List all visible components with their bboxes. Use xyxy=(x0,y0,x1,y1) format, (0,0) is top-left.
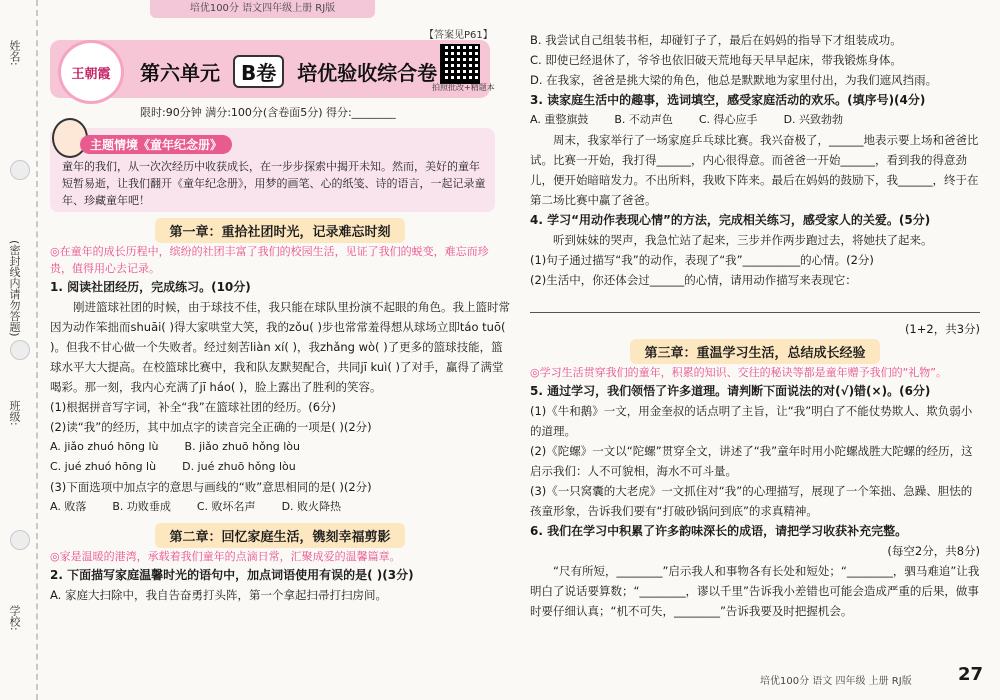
question-6 xyxy=(530,521,980,541)
exam-meta: 限时:90分钟 满分:100分(含卷面5分) 得分:________ xyxy=(140,106,396,119)
q6-text: “尺有所短，________”启示我人和事物各有长处和短处；“________，驷马难追”让我明白了说话要算数；“________，谬以千里”告诉我小差错也可能会造成严重的后果，做事时要仔细认真；“机不可失，________”告诉我要及时把握机会。 xyxy=(530,564,980,618)
right-column xyxy=(530,30,980,621)
passage: 刚进篮球社团的时候，由于球技不佳，我只能在球队里扮演不起眼的角色。我上篮时常因为动作笨拙而shuāi( )得大家哄堂大笑，我的zǒu( )步也常常羞得想从球场立即táo tuō( )。但我不甘心做一个失败者。经过刻苦liàn xí( )，我zhǎng wò( )了更多的篮球技能，篮球水平大大提高。在校篮球比赛中，我和队友默契配合，共同jī kuì( )了对手，赢得了满堂喝彩。那一刻，我内心充满了jī háo( )，脸上露出了胜利的笑容。 xyxy=(50,300,510,394)
theme-label: 主题情境《童年纪念册》 xyxy=(80,135,232,154)
q2-option-b[interactable]: B. 我尝试自己组装书柜，却碰钉子了，最后在妈妈的指导下才组装成功。 xyxy=(530,33,902,47)
footer-text: 培优100分 语文 四年级 上册 RJ版 xyxy=(760,676,912,687)
binding-hole xyxy=(10,340,30,360)
sub3-options xyxy=(50,497,510,517)
option-d[interactable]: D. jué zhuō hǒng lòu xyxy=(182,460,296,473)
binding-hole xyxy=(10,160,30,180)
q4-sub2: (2)生活中，你还体会过______的心情，请用动作描写来表现它： xyxy=(530,273,857,287)
question-1 xyxy=(50,277,510,297)
question-5-text: 5. 通过学习，我们领悟了许多道理。请判断下面说法的对(√)错(×)。(6分) xyxy=(530,384,931,398)
q3-text: 周末，我家举行了一场家庭乒乓球比赛。我兴奋极了，______地表示要上场和爸爸比试。比赛一开始，我打得______，内心很得意。而爸爸一开始______，看到我的得意劲儿，便开始暗暗发力。不出所料，我败下阵来。最后在妈妈的鼓励下，我______，终于在第二场比赛中赢了爸爸。 xyxy=(530,133,979,207)
question-2 xyxy=(50,565,510,585)
option-b[interactable]: B. 功败垂成 xyxy=(112,500,171,513)
answer-reference: 【答案见P61】 xyxy=(424,30,493,41)
option-b[interactable]: B. jiǎo zhuō hǒng lòu xyxy=(184,440,301,453)
option-a[interactable]: A. 败落 xyxy=(50,500,87,513)
brand-logo xyxy=(58,40,124,104)
theme-text: 童年的我们，从一次次经历中收获成长，在一步步探索中揭开未知。然而，美好的童年短暂易逝，让我们翻开《童年纪念册》，用梦的画笔、心的纸笺、诗的语言，一起记录童年、珍藏童年吧！ xyxy=(62,160,486,207)
paper-title: 培优验收综合卷 xyxy=(297,61,438,85)
unit-title xyxy=(140,55,437,88)
left-column xyxy=(50,218,510,605)
answer-line[interactable] xyxy=(530,296,980,313)
q4-sub1: (1)句子通过描写“我”的动作，表现了“我”__________的心情。(2分) xyxy=(530,253,874,267)
chapter-1-intro: ◎在童年的成长历程中，缤纷的社团丰富了我们的校园生活，见证了我们的蜕变，难忘而珍贵，值得用心去记录。 xyxy=(50,245,489,275)
chapter-3-intro: ◎学习生活贯穿我们的童年，积累的知识、交往的秘诀等都是童年赠予我们的“礼物”。 xyxy=(530,366,947,379)
q5-item-1: (1)《牛和鹅》一文，用金奎叔的话点明了主旨，让“我”明白了不能仗势欺人、欺负弱小的道理。 xyxy=(530,404,973,438)
option-a[interactable]: A. jiǎo zhuó hōng lù xyxy=(50,440,159,453)
sub2-options xyxy=(50,437,510,457)
q5-item-2: (2)《陀螺》一文以“陀螺”贯穿全文，讲述了“我”童年时用小陀螺战胜大陀螺的经历，这启示我们：人不可貌相，海水不可斗量。 xyxy=(530,444,973,478)
question-5 xyxy=(530,381,980,401)
chapter-2-title: 第二章：回忆家庭生活，镌刻幸福剪影 xyxy=(155,523,405,548)
chapter-1-title: 第一章：重拾社团时光，记录难忘时刻 xyxy=(155,218,405,243)
q6-score: (每空2分，共8分) xyxy=(887,544,980,558)
option-c[interactable]: C. 得心应手 xyxy=(698,113,758,126)
sub2-options-2 xyxy=(50,457,510,477)
question-1-sub1: (1)根据拼音写字词，补全“我”在篮球社团的经历。(6分) xyxy=(50,400,336,414)
logo-text: 王朝霞 xyxy=(71,66,111,82)
option-d[interactable]: D. 败火降热 xyxy=(281,500,342,513)
binding-hole xyxy=(10,530,30,550)
option-d[interactable]: D. 兴致勃勃 xyxy=(783,113,844,126)
question-1-sub3: (3)下面选项中加点字的意思与画线的“败”意思相同的是( )(2分) xyxy=(50,480,372,494)
question-6-text: 6. 我们在学习中积累了许多韵味深长的成语，请把学习收获补充完整。 xyxy=(530,524,908,538)
option-c[interactable]: C. jué zhuó hōng lù xyxy=(50,460,157,473)
q5-item-3: (3)《一只窝囊的大老虎》一文抓住对“我”的心理描写，展现了一个笨拙、急躁、胆怯的孩童形象，告诉我们要有“打破砂锅问到底”的求真精神。 xyxy=(530,484,973,518)
question-4-text: 4. 学习“用动作表现心情”的方法，完成相关练习，感受家人的关爱。(5分) xyxy=(530,213,931,227)
unit-prefix: 第六单元 xyxy=(140,61,220,85)
q4-score: (1+2，共3分) xyxy=(904,322,980,336)
qr-code-icon[interactable] xyxy=(440,44,480,84)
q2-option-a[interactable]: A. 家庭大扫除中，我自告奋勇打头阵，第一个拿起扫帚打扫房间。 xyxy=(50,588,387,602)
header-strip: 培优100分 语文四年级上册 RJ版 xyxy=(150,0,375,18)
question-3-text: 3. 读家庭生活中的趣事，选词填空，感受家庭活动的欢乐。(填序号)(4分) xyxy=(530,93,926,107)
q2-option-d[interactable]: D. 在我家，爸爸是挑大梁的角色，他总是默默地为家里付出，为我们遮风挡雨。 xyxy=(530,73,938,87)
question-1-sub2: (2)读“我”的经历，其中加点字的读音完全正确的一项是( )(2分) xyxy=(50,420,372,434)
chapter-3-title: 第三章：重温学习生活，总结成长经验 xyxy=(630,339,880,364)
name-label: 姓名: xyxy=(8,40,21,66)
option-c[interactable]: C. 败坏名声 xyxy=(196,500,256,513)
school-label: 学校: xyxy=(8,605,21,631)
question-2-text: 2. 下面描写家庭温馨时光的语句中，加点词语使用有误的是( )(3分) xyxy=(50,568,414,582)
seal-notice: (密封线内请勿答题) xyxy=(8,240,21,337)
class-label: 班级: xyxy=(8,400,21,426)
q3-options xyxy=(530,110,980,130)
q4-text: 听到妹妹的哭声，我急忙站了起来，三步并作两步跑过去，将她扶了起来。 xyxy=(553,233,933,247)
question-1-text: 1. 阅读社团经历，完成练习。(10分) xyxy=(50,280,251,294)
paper-badge: B卷 xyxy=(233,55,284,88)
qr-caption: 拍照批改+精题本 xyxy=(432,83,495,92)
option-a[interactable]: A. 重整旗鼓 xyxy=(530,113,589,126)
question-4 xyxy=(530,210,980,230)
binding-margin xyxy=(0,0,38,700)
chapter-2-intro: ◎家是温暖的港湾，承载着我们童年的点滴日常，汇聚成爱的温馨篇章。 xyxy=(50,550,401,563)
option-b[interactable]: B. 不动声色 xyxy=(614,113,673,126)
page-number: 27 xyxy=(958,664,984,685)
question-3 xyxy=(530,90,980,110)
q2-option-c[interactable]: C. 即使已经退休了，爷爷也依旧破天荒地每天早早起床，带我锻炼身体。 xyxy=(530,53,902,67)
